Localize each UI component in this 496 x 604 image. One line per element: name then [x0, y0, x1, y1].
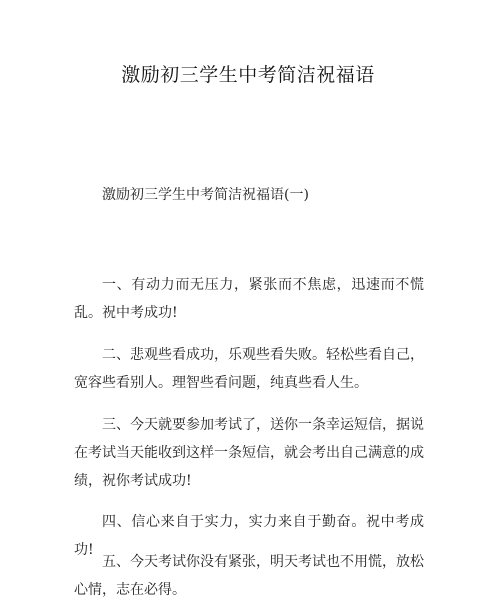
paragraph-2: 二、悲观些看成功，乐观些看失败。轻松些看自己，宽容些看别人。理智些看问题，纯真些看人生。 — [74, 347, 424, 391]
paragraph-5: 五、今天考试你没有紧张，明天考试也不用慌，放松心情，志在必得。 — [74, 554, 424, 598]
section-subtitle: 激励初三学生中考简洁祝福语(一) — [102, 187, 309, 203]
paragraph-3: 三、今天就要参加考试了，送你一条幸运短信，据说在考试当天能收到这样一条短信，就会考出自己满意的成绩，祝你考试成功! — [74, 417, 424, 489]
document-title: 激励初三学生中考简洁祝福语 — [121, 64, 375, 86]
paragraph-1: 一、有动力而无压力，紧张而不焦虑，迅速而不慌乱。祝中考成功! — [74, 277, 424, 321]
paragraph-4: 四、信心来自于实力，实力来自于勤奋。祝中考成功! — [74, 514, 424, 558]
